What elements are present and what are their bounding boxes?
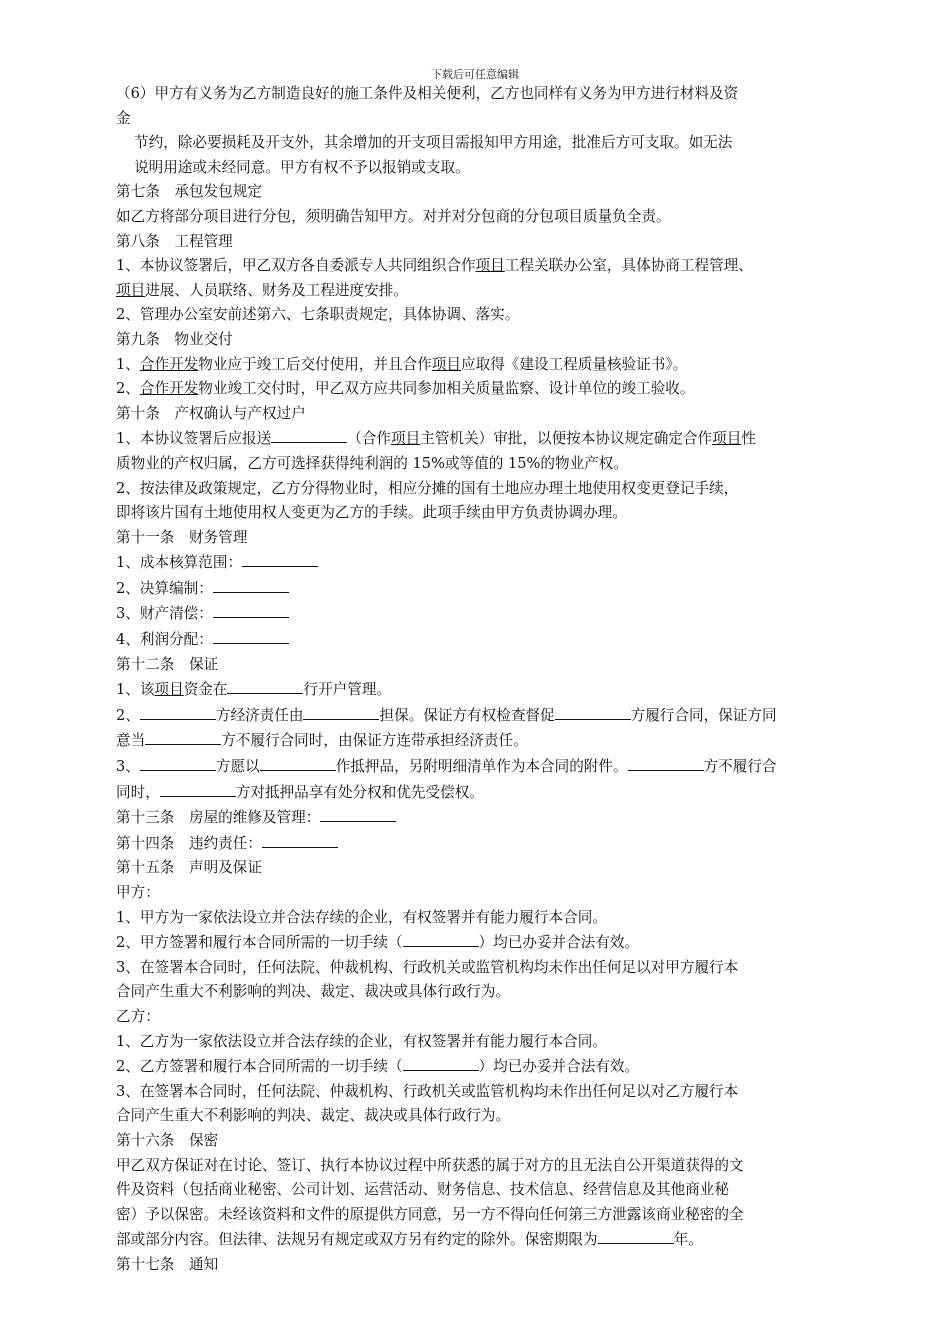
- underlined-term: 合作开发: [139, 355, 199, 373]
- line-text: 第十三条 房屋的维修及管理：: [116, 809, 321, 827]
- document-line: [116, 1203, 842, 1228]
- fill-in-blank[interactable]: [145, 728, 221, 745]
- line-text: 3、: [116, 758, 140, 776]
- line-text: 第十四条 违约责任：: [116, 834, 262, 852]
- document-line: [116, 550, 842, 576]
- document-line: [116, 653, 842, 678]
- document-line: [116, 601, 842, 627]
- line-text: 第十五条 声明及保证: [116, 859, 262, 877]
- line-text: 2、: [116, 706, 140, 724]
- line-text: 3、在签署本合同时，任何法院、仲裁机构、行政机关或监管机构均未作出任何足以对甲方履行本: [116, 958, 739, 976]
- line-text: ）均已办妥并合法有效。: [478, 1058, 640, 1076]
- document-line: [116, 230, 842, 255]
- line-text: 1、: [116, 355, 140, 373]
- document-line: [116, 279, 842, 304]
- document-line: [116, 728, 842, 754]
- line-text: 1、成本核算范围：: [116, 554, 243, 572]
- line-text: 第九条 物业交付: [116, 330, 233, 348]
- document-line: [116, 180, 842, 205]
- document-line: [116, 254, 842, 279]
- line-text: 意当: [116, 732, 146, 750]
- line-text: 合同产生重大不利影响的判决、裁定、裁决或具体行政行为。: [116, 1107, 511, 1125]
- line-text: 3、财产清偿：: [116, 605, 213, 623]
- line-text: 作抵押品，另附明细清单作为本合同的附件。: [335, 758, 628, 776]
- line-text: 2、甲方签署和履行本合同所需的一切手续（: [116, 934, 403, 952]
- document-line: [116, 627, 842, 653]
- document-line: [116, 1030, 842, 1055]
- line-text: 金: [116, 109, 131, 127]
- line-text: 2、决算编制：: [116, 579, 213, 597]
- line-text: 第十条 产权确认与产权过户: [116, 404, 306, 422]
- fill-in-blank[interactable]: [598, 1227, 674, 1244]
- underlined-term: 合作开发: [139, 380, 199, 398]
- fill-in-blank[interactable]: [262, 831, 338, 848]
- fill-in-blank[interactable]: [555, 703, 631, 720]
- fill-in-blank[interactable]: [213, 576, 289, 593]
- line-text: 密）予以保密。未经该资料和文件的原提供方同意，另一方不得向任何第三方泄露该商业秘密的全: [116, 1205, 744, 1223]
- document-line: [116, 956, 842, 981]
- line-text: 1、该: [116, 681, 155, 699]
- document-line: [116, 831, 842, 857]
- document-line: [116, 881, 842, 906]
- document-line: [116, 303, 842, 328]
- underlined-term: 项目: [475, 257, 505, 275]
- underlined-term: 项目: [116, 281, 146, 299]
- line-text: 4、利润分配：: [116, 631, 213, 649]
- document-line: [116, 131, 842, 156]
- line-text: 行开户管理。: [303, 681, 392, 699]
- line-text: ）均已办妥并合法有效。: [478, 934, 640, 952]
- page-header: 下载后可任意编辑: [431, 68, 519, 81]
- line-text: 部或部分内容。但法律、法规另有规定或双方另有约定的除外。保密期限为: [116, 1231, 598, 1249]
- line-text: 方愿以: [215, 758, 260, 776]
- fill-in-blank[interactable]: [213, 601, 289, 618]
- document-line: [116, 426, 842, 452]
- fill-in-blank[interactable]: [227, 677, 303, 694]
- document-line: [116, 477, 842, 502]
- line-text: 2、管理办公室安前述第六、七条职责规定，具体协调、落实。: [116, 306, 520, 324]
- line-text: 1、本协议签署后应报送: [116, 430, 272, 448]
- line-text: 应取得《建设工程质量核验证书》。: [461, 355, 688, 373]
- line-text: 质物业的产权归属，乙方可选择获得纯利润的 15%或等值的 15%的物业产权。: [116, 454, 628, 472]
- document-line: [116, 1129, 842, 1154]
- line-text: 1、甲方为一家依法设立并合法存续的企业，有权签署并有能力履行本合同。: [116, 908, 607, 926]
- line-text: 如乙方将部分项目进行分包，须明确告知甲方。对并对分包商的分包项目质量负全责。: [116, 207, 671, 225]
- fill-in-blank[interactable]: [160, 780, 236, 797]
- document-line: [116, 452, 842, 477]
- document-line: [116, 906, 842, 931]
- line-text: 说明用途或未经同意。甲方有权不予以报销或支取。: [134, 158, 470, 176]
- line-text: 同时，: [116, 783, 160, 801]
- underlined-term: 项目: [154, 681, 184, 699]
- underlined-term: 项目: [712, 430, 742, 448]
- document-line: [116, 526, 842, 551]
- document-line: [116, 1154, 842, 1179]
- document-line: [116, 205, 842, 230]
- document-line: [116, 703, 842, 729]
- line-text: 件及资料（包括商业秘密、公司计划、运营活动、财务信息、技术信息、经营信息及其他商业秘: [116, 1181, 729, 1199]
- line-text: 方经济责任由: [215, 706, 304, 724]
- document-line: [116, 1080, 842, 1105]
- line-text: 2、: [116, 380, 140, 398]
- fill-in-blank[interactable]: [271, 426, 347, 443]
- document-line: [116, 107, 842, 132]
- fill-in-blank[interactable]: [242, 550, 318, 567]
- line-text: 物业应于竣工后交付使用，并且合作: [198, 355, 432, 373]
- line-text: 担保。保证方有权检查督促: [379, 706, 555, 724]
- document-line: [116, 402, 842, 427]
- line-text: 2、按法律及政策规定，乙方分得物业时，相应分摊的国有土地应办理土地使用权变更登记手续，: [116, 479, 739, 497]
- document-line: [116, 501, 842, 526]
- document-line: [116, 328, 842, 353]
- document-line: [116, 930, 842, 956]
- document-line: [116, 1253, 842, 1278]
- line-text: 甲方：: [116, 884, 160, 901]
- document-line: [116, 1104, 842, 1129]
- line-text: 第八条 工程管理: [116, 232, 233, 250]
- document-line: [116, 980, 842, 1005]
- line-text: 性: [741, 430, 756, 448]
- fill-in-blank[interactable]: [140, 703, 216, 720]
- fill-in-blank[interactable]: [213, 627, 289, 644]
- line-text: 方对抵押品享有处分权和优先受偿权。: [235, 783, 484, 801]
- line-text: 第十二条 保证: [116, 655, 219, 673]
- line-text: 甲乙双方保证对在讨论、签订、执行本协议过程中所获悉的属于对方的且无法自公开渠道获得的文: [116, 1156, 744, 1174]
- document-line: [116, 805, 842, 831]
- line-text: 节约，除必要损耗及开支外，其余增加的开支项目需报知甲方用途，批准后方可支取。如无法: [134, 134, 733, 152]
- document-line: [116, 677, 842, 703]
- line-text: 进展、人员联络、财务及工程进度安排。: [145, 281, 408, 299]
- line-text: 第十一条 财务管理: [116, 528, 248, 546]
- document-line: [116, 377, 842, 402]
- line-text: 第七条 承包发包规定: [116, 183, 262, 201]
- document-line: [116, 156, 842, 181]
- line-text: 资金在: [183, 681, 228, 699]
- document-line: [116, 780, 842, 806]
- document-line: [116, 576, 842, 602]
- document-body: [116, 82, 842, 1278]
- fill-in-blank[interactable]: [320, 805, 396, 822]
- line-text: 2、乙方签署和履行本合同所需的一切手续（: [116, 1058, 403, 1076]
- line-text: 工程关联办公室，具体协商工程管理、: [504, 257, 753, 275]
- document-line: [116, 1178, 842, 1203]
- fill-in-blank[interactable]: [403, 1054, 479, 1071]
- line-text: 方履行合同，保证方同: [630, 706, 777, 724]
- fill-in-blank[interactable]: [303, 703, 379, 720]
- document-line: [116, 82, 842, 107]
- line-text: 合同产生重大不利影响的判决、裁定、裁决或具体行政行为。: [116, 983, 511, 1001]
- line-text: 1、乙方为一家依法设立并合法存续的企业，有权签署并有能力履行本合同。: [116, 1032, 607, 1050]
- document-line: [116, 1227, 842, 1253]
- line-text: 乙方：: [116, 1007, 160, 1025]
- line-text: 第十六条 保密: [116, 1131, 219, 1149]
- line-text: 方不履行合: [703, 758, 777, 776]
- line-text: 年。: [673, 1231, 703, 1249]
- line-text: 3、在签署本合同时，任何法院、仲裁机构、行政机关或监管机构均未作出任何足以对乙方履行本: [116, 1082, 739, 1100]
- line-text: 主管机关）审批，以便按本协议规定确定合作: [420, 430, 713, 448]
- document-line: [116, 1054, 842, 1080]
- fill-in-blank[interactable]: [140, 754, 216, 771]
- line-text: 即将该片国有土地使用权人变更为乙方的手续。此项手续由甲方负责协调办理。: [116, 504, 627, 522]
- document-line: [116, 353, 842, 378]
- line-text: 1、本协议签署后，甲乙双方各自委派专人共同组织合作: [116, 257, 476, 275]
- line-text: （6）甲方有义务为乙方制造良好的施工条件及相关便利，乙方也同样有义务为甲方进行材料及资: [116, 85, 739, 102]
- fill-in-blank[interactable]: [403, 930, 479, 947]
- underlined-term: 项目: [391, 430, 421, 448]
- line-text: 第十七条 通知: [116, 1255, 219, 1273]
- line-text: 物业竣工交付时，甲乙双方应共同参加相关质量监察、设计单位的竣工验收。: [198, 380, 695, 398]
- underlined-term: 项目: [431, 355, 461, 373]
- document-line: [116, 754, 842, 780]
- fill-in-blank[interactable]: [628, 754, 704, 771]
- line-text: 方不履行合同时，由保证方连带承担经济责任。: [221, 732, 528, 750]
- fill-in-blank[interactable]: [260, 754, 336, 771]
- line-text: （合作: [347, 430, 392, 448]
- document-line: [116, 1005, 842, 1030]
- document-line: [116, 856, 842, 881]
